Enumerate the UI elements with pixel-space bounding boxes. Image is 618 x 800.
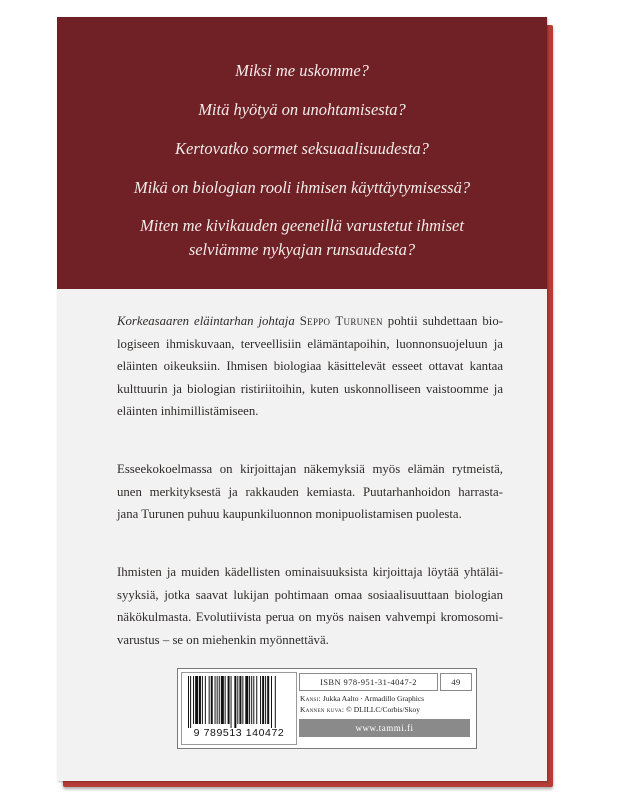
barcode-bar: [260, 676, 261, 724]
author-name: Seppo Turunen: [299, 314, 383, 328]
cover-credit-text: Jukka Aalto · Armadillo Graphics: [320, 694, 425, 703]
barcode-bar: [256, 676, 257, 724]
barcode-bar: [188, 676, 189, 728]
blurb-line: [117, 310, 503, 333]
barcode-box: [181, 672, 297, 745]
publisher-url: www.tammi.fi: [299, 719, 470, 737]
question-5-line-1: Miten me kivikauden geeneillä varustetut ihmiset: [140, 216, 464, 235]
question-5-line-2: selviämme nykyajan runsaudesta?: [188, 240, 416, 259]
cover-credit-label: Kansi:: [300, 694, 321, 703]
blurb-line: Ihmisten ja muiden kädellisten ominaisuuksista kirjoittaja löytää yhtäläi-: [117, 565, 503, 579]
barcode-digits: 9 789513 140472: [193, 727, 285, 739]
barcode-bar: [219, 676, 220, 724]
barcode-bar: [231, 676, 232, 728]
question-4: Mikä on biologian rooli ihmisen käyttäytymisessä?: [133, 178, 471, 197]
barcode-bar: [275, 676, 276, 728]
blurb-line: eläinten oikeuksiin. Ihmisen biologiaa käsittelevät esseet ottavat kantaa: [117, 359, 503, 374]
barcode-bar: [262, 676, 264, 724]
barcode-bar: [193, 676, 194, 724]
dust-jacket: [57, 17, 547, 781]
blurb-paragraph-1: [117, 310, 503, 423]
author-role: Korkeasaaren eläintarhan johtaja: [117, 314, 295, 328]
barcode-bar: [234, 676, 236, 728]
blurb-paragraph-2: [117, 458, 503, 526]
classification-code: 49: [440, 673, 472, 691]
barcode-bar: [228, 676, 230, 724]
blurb-line: unen merkityksestä ja rakkauden kemiasta. Puutarhanhoidon harrasta-: [117, 484, 503, 499]
blurb-text: pohtii suhdettaan bio-: [382, 314, 503, 328]
blurb-line: syyksiä, jotka saavat lukijan pohtimaan omaa sosiaalisuuttaan biologian: [117, 587, 503, 602]
question-band: [57, 17, 547, 289]
barcode-bar: [271, 676, 272, 728]
blurb-line: jana Turunen puhuu kaupunkiluonnon monipuolistamisen puolesta.: [117, 507, 462, 522]
barcode-bar: [211, 676, 213, 724]
blurb-line: näkökulmasta. Evolutiivista perua on myös naisen vahvempi kromosomi-: [117, 610, 503, 625]
barcode-bar: [242, 676, 243, 724]
barcode-bar: [199, 676, 201, 724]
barcode-bar: [195, 676, 198, 724]
question-3: Kertovatko sormet seksuaalisuudesta?: [175, 139, 429, 158]
barcode-bar: [225, 676, 226, 724]
blurb-line: eläinten inhimillistämiseen.: [117, 404, 259, 419]
blurb-line: logiseen ihmiskuvaan, terveellisiin elämäntapoihin, luonnonsuojeluun ja: [117, 336, 503, 351]
question-2: Mitä hyötyä on unohtamisesta?: [198, 100, 406, 119]
blurb-paragraph-3: [117, 561, 503, 651]
barcode-bar: [215, 676, 216, 724]
barcode-bar: [209, 676, 210, 724]
barcode-bar: [265, 676, 266, 724]
barcode-bar: [249, 676, 250, 724]
barcode-bar: [221, 676, 224, 724]
barcode-bar: [205, 676, 206, 724]
barcode-panel: [177, 668, 477, 749]
barcode-bar: [251, 676, 252, 724]
isbn-number: ISBN 978-951-31-4047-2: [299, 673, 438, 691]
barcode-bars: [187, 676, 291, 728]
book-back-cover: [57, 17, 555, 787]
image-credit-label: Kannen kuva:: [300, 705, 345, 714]
barcode-bar: [253, 676, 254, 724]
blurb-line: varustus – se on miehenkin myönnettävä.: [117, 632, 329, 647]
cover-credit: [300, 694, 472, 704]
barcode-bar: [239, 676, 241, 724]
image-credit: [300, 705, 472, 715]
image-credit-text: © DLILLC/Corbis/Skoy: [344, 705, 420, 714]
question-1: Miksi me uskomme?: [235, 61, 369, 80]
barcode-bar: [267, 676, 269, 724]
blurb-line: kulttuurin ja biologian ristiriitoihin, kuten uskonnolliseen vaistoomme ja: [117, 381, 503, 396]
barcode-bar: [237, 676, 238, 724]
blurb-line: Esseekokoelmassa on kirjoittajan näkemyksiä myös elämän rytmeistä,: [117, 462, 503, 476]
barcode-bar: [190, 676, 191, 728]
barcode-bar: [245, 676, 248, 724]
barcode-bar: [217, 676, 218, 724]
barcode-bar: [202, 676, 203, 724]
